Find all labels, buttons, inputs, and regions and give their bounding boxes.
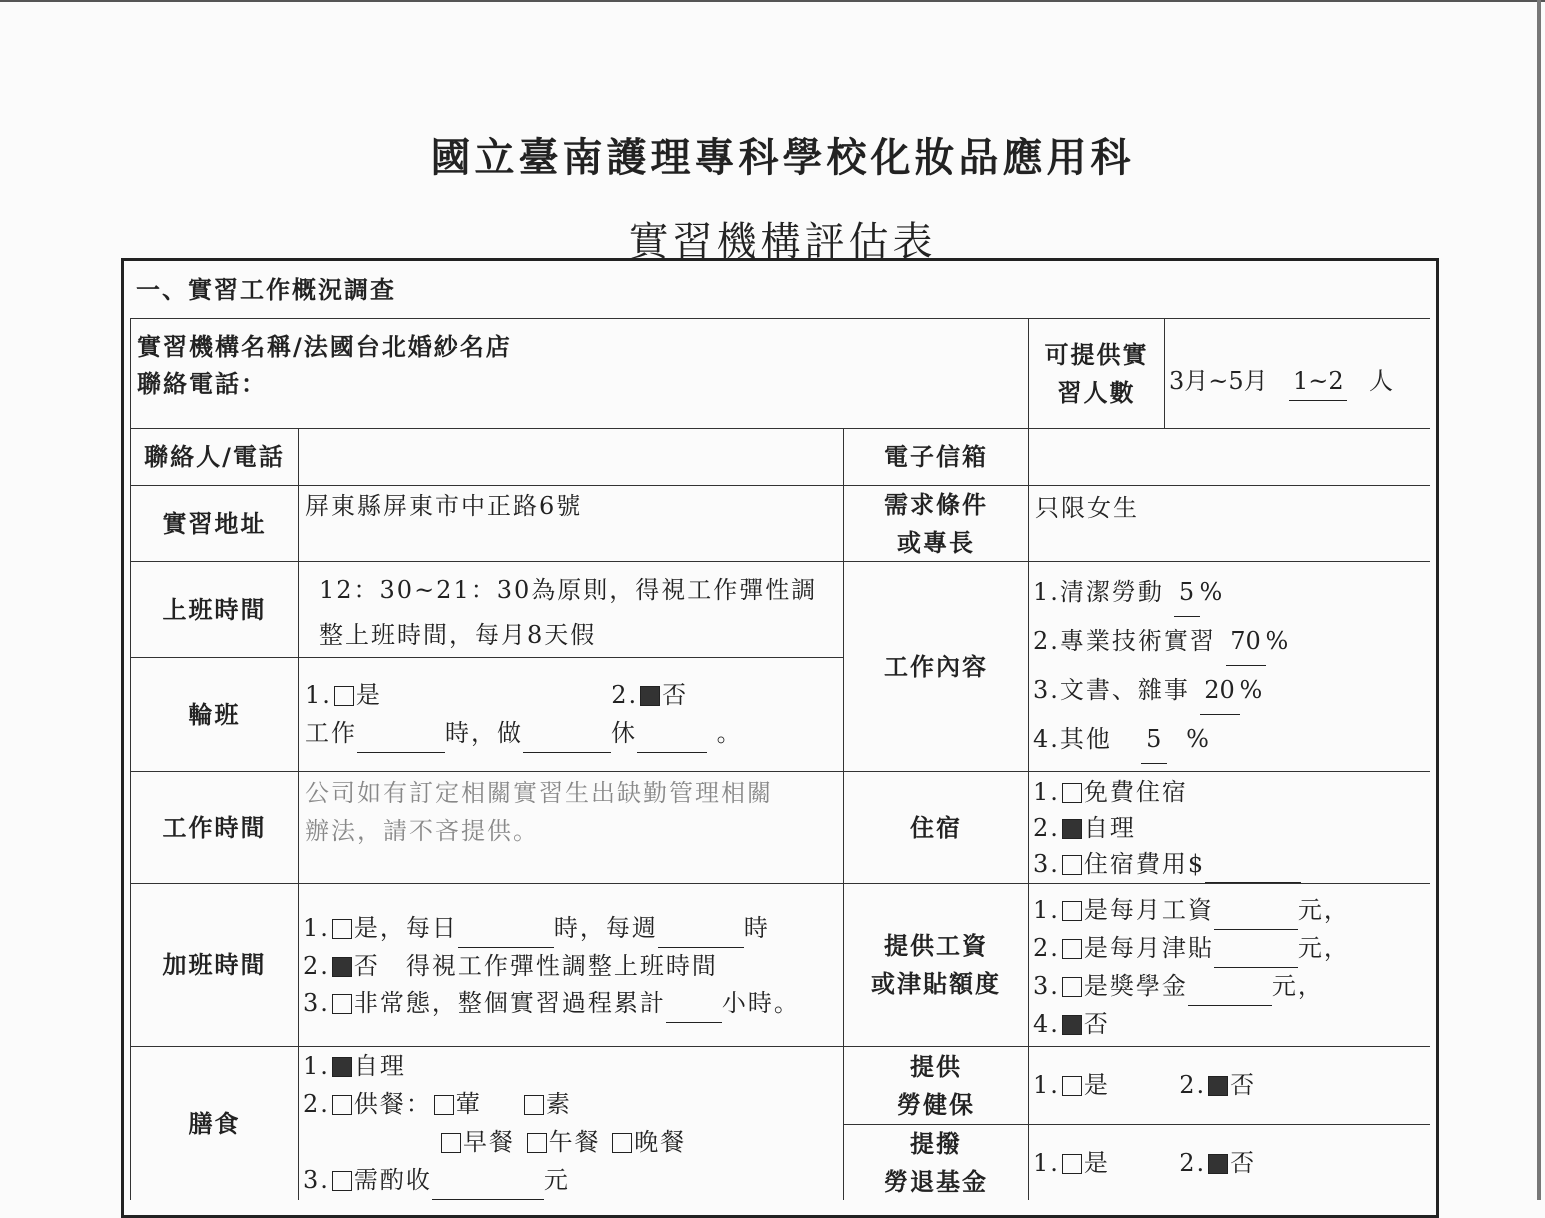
hours-label: 上班時間 (162, 595, 267, 624)
meals-dinner-text: 晚餐 (634, 1128, 687, 1156)
lodging-fee-checkbox[interactable] (1062, 855, 1082, 875)
salary-value-cell (1028, 883, 1430, 1046)
lodging-opt2-text: 自理 (1083, 814, 1136, 842)
capacity-label-1: 可提供實 (1044, 340, 1149, 369)
overtime-irregular-checkbox[interactable] (332, 994, 352, 1014)
lodging-self-checkbox[interactable] (1062, 819, 1082, 839)
overtime-daily-label: 是，每日 (353, 914, 458, 942)
salary-opt-1 (1033, 892, 1426, 930)
insurance-yes-checkbox[interactable] (1062, 1076, 1082, 1096)
shift-work-label: 工作 (305, 719, 357, 747)
meals-opt3-text: 需酌收 (353, 1166, 432, 1194)
work-item-2-label: 2.專業技術實習 (1033, 627, 1216, 655)
overtime-label: 加班時間 (162, 951, 267, 979)
overtime-opt2-num: 2. (303, 952, 330, 980)
salary-monthly-wage-checkbox[interactable] (1062, 901, 1082, 921)
capacity-label-2: 習人數 (1057, 378, 1136, 407)
capacity-period: 3月~5月 (1169, 367, 1268, 395)
overtime-opt1-num: 1. (303, 914, 330, 942)
overtime-opt3-unit: 小時。 (721, 989, 800, 1017)
address-label-cell (130, 485, 298, 561)
work-item-3-unit: % (1239, 676, 1265, 704)
salary-opt1-text: 是每月工資 (1083, 896, 1214, 924)
shift-value-cell (298, 657, 843, 771)
overtime-opt-1 (303, 910, 839, 948)
worktime-line-2: 辦法，請不吝提供。 (305, 817, 539, 845)
shift-opt1-text: 是 (355, 681, 382, 709)
lodging-opt-1 (1033, 774, 1426, 810)
email-label: 電子信箱 (884, 443, 988, 471)
pension-opt1-text: 是 (1083, 1149, 1110, 1177)
overtime-yes-checkbox[interactable] (332, 919, 352, 939)
worktime-line-1: 公司如有訂定相關實習生出缺勤管理相關 (305, 779, 773, 807)
meals-lunch-checkbox[interactable] (527, 1133, 547, 1153)
worktime-label-cell (130, 771, 298, 883)
overtime-label-cell (130, 883, 298, 1046)
meals-meat-text: 葷 (455, 1090, 482, 1118)
work-item-4-label: 4.其他 (1033, 725, 1112, 753)
salary-label-cell (843, 883, 1028, 1046)
work-item-3-value: 20 (1200, 666, 1240, 715)
insurance-value-cell (1028, 1046, 1430, 1124)
lodging-opt-2 (1033, 810, 1426, 846)
meals-opt1-text: 自理 (353, 1052, 406, 1080)
salary-scholarship-checkbox[interactable] (1062, 977, 1082, 997)
meals-meat-checkbox[interactable] (434, 1095, 454, 1115)
pension-opt2-text: 否 (1230, 1149, 1257, 1177)
overtime-opt-3 (303, 985, 839, 1023)
shift-period: 。 (716, 719, 743, 747)
work-content-value-cell (1028, 561, 1430, 771)
overtime-opt-2 (303, 948, 839, 985)
salary-opt4-num: 4. (1033, 1010, 1060, 1038)
lodging-opt2-num: 2. (1033, 814, 1060, 842)
work-content-label: 工作內容 (884, 652, 988, 681)
pension-opt1-num: 1. (1033, 1149, 1060, 1177)
meals-opt3-unit: 元 (543, 1166, 570, 1194)
contact-label: 聯絡人/電話 (144, 443, 285, 471)
shift-opt2-text: 否 (662, 681, 689, 709)
salary-opt-4 (1033, 1006, 1426, 1043)
address-value: 屏東縣屏東市中正路6號 (305, 492, 583, 520)
page-top-edge (0, 0, 1545, 2)
salary-opt-3 (1033, 968, 1426, 1006)
lodging-label: 住宿 (910, 813, 962, 842)
salary-opt2-unit: 元， (1297, 934, 1350, 962)
insurance-label-cell (843, 1046, 1028, 1124)
shift-no-checkbox[interactable] (640, 686, 660, 706)
pension-label-2: 勞退基金 (884, 1167, 988, 1196)
overtime-no-checkbox[interactable] (332, 957, 352, 977)
meals-opt1-num: 1. (303, 1052, 330, 1080)
pension-no-checkbox[interactable] (1208, 1154, 1228, 1174)
salary-opt3-unit: 元， (1271, 972, 1324, 1000)
meals-opt2-num: 2. (303, 1090, 330, 1118)
lodging-opt-3 (1033, 846, 1426, 883)
contact-label-cell (130, 428, 298, 485)
capacity-label-cell (1028, 318, 1164, 428)
org-name: 實習機構名稱/法國台北婚紗名店 (137, 333, 512, 361)
hours-line-1: 12：30~21：30為原則，得視工作彈性調 (319, 576, 818, 604)
org-info-cell (130, 318, 1028, 428)
meals-opt-2 (303, 1085, 839, 1123)
work-item-2 (1033, 617, 1426, 666)
email-label-cell (843, 428, 1028, 485)
overtime-weekly-label: 時，每週 (553, 914, 658, 942)
section-title: 一、實習工作概況調查 (136, 276, 396, 304)
work-item-4-unit: % (1186, 725, 1211, 753)
pension-label-cell (843, 1124, 1028, 1200)
pension-opt2-num: 2. (1179, 1149, 1207, 1177)
meals-opt-2-times (303, 1123, 839, 1161)
overtime-value-cell (298, 883, 843, 1046)
meals-opt2-text: 供餐： (353, 1090, 432, 1118)
capacity-unit: 人 (1368, 367, 1393, 395)
salary-no-checkbox[interactable] (1062, 1015, 1082, 1035)
meals-dinner-checkbox[interactable] (612, 1133, 632, 1153)
insurance-opt1-num: 1. (1033, 1071, 1060, 1099)
address-label: 實習地址 (162, 509, 267, 538)
pension-value-cell (1028, 1124, 1430, 1200)
meals-provided-checkbox[interactable] (332, 1095, 352, 1115)
lodging-label-cell (843, 771, 1028, 883)
meals-label-cell (130, 1046, 298, 1200)
salary-opt2-text: 是每月津貼 (1083, 934, 1214, 962)
work-content-label-cell (843, 561, 1028, 771)
shift-rest-label: 休 (611, 719, 637, 747)
salary-label-2: 或津貼額度 (871, 970, 1001, 998)
insurance-label-1: 提供 (910, 1052, 962, 1081)
work-item-4 (1033, 715, 1426, 764)
hours-label-cell (130, 561, 298, 657)
pension-yes-checkbox[interactable] (1062, 1154, 1082, 1174)
lodging-opt1-num: 1. (1033, 778, 1060, 806)
shift-label-cell (130, 657, 298, 771)
capacity-count: 1~2 (1289, 363, 1347, 401)
capacity-value-cell (1164, 318, 1430, 428)
email-value[interactable] (1028, 428, 1430, 485)
work-item-1-unit: % (1199, 578, 1225, 606)
shift-opt2-num: 2. (611, 681, 639, 709)
lodging-opt3-text: 住宿費用$ (1083, 850, 1206, 878)
meals-breakfast-checkbox[interactable] (441, 1133, 461, 1153)
meals-self-checkbox[interactable] (332, 1057, 352, 1077)
requirement-label-2: 或專長 (897, 528, 975, 557)
address-value-cell (298, 485, 843, 561)
salary-opt4-text: 否 (1083, 1010, 1110, 1038)
form-title: 實習機構評估表 (628, 219, 937, 265)
requirement-label-1: 需求條件 (884, 490, 988, 519)
salary-opt-2 (1033, 930, 1426, 968)
work-item-1-label: 1.清潔勞動 (1033, 578, 1164, 606)
lodging-opt1-text: 免費住宿 (1083, 778, 1188, 806)
overtime-hours-unit: 時 (743, 914, 770, 942)
lodging-free-checkbox[interactable] (1062, 783, 1082, 803)
work-item-2-unit: % (1265, 627, 1291, 655)
insurance-label-2: 勞健保 (897, 1090, 975, 1119)
meals-opt-3 (303, 1161, 839, 1200)
hours-value-cell (298, 561, 843, 657)
shift-hours-label: 時，做 (445, 719, 523, 747)
shift-schedule (305, 714, 837, 753)
salary-opt2-num: 2. (1033, 934, 1060, 962)
work-item-1-value: 5 (1174, 568, 1200, 617)
lodging-value-cell (1028, 771, 1430, 883)
work-item-2-value: 70 (1226, 617, 1266, 666)
overtime-opt3-text: 非常態，整個實習過程累計 (353, 989, 666, 1017)
meals-label: 膳食 (188, 1109, 241, 1138)
requirement-label-cell (843, 485, 1028, 561)
salary-opt3-text: 是獎學金 (1083, 972, 1188, 1000)
requirement-value-cell (1028, 485, 1430, 561)
work-item-3-label: 3.文書、雜事 (1033, 676, 1190, 704)
overtime-opt3-num: 3. (303, 989, 330, 1017)
overtime-opt2-text: 否 得視工作彈性調整上班時間 (353, 952, 718, 980)
work-item-3 (1033, 666, 1426, 715)
salary-opt3-num: 3. (1033, 972, 1060, 1000)
salary-opt1-num: 1. (1033, 896, 1060, 924)
meals-breakfast-text: 早餐 (463, 1128, 515, 1156)
meals-value-cell (298, 1046, 843, 1200)
section-header (130, 268, 1430, 318)
org-phone-label: 聯絡電話： (137, 370, 267, 398)
shift-label: 輪班 (188, 700, 241, 729)
shift-options (305, 676, 837, 714)
meals-fee-checkbox[interactable] (332, 1171, 352, 1191)
pension-label-1: 提撥 (910, 1129, 962, 1158)
salary-opt1-unit: 元， (1297, 896, 1350, 924)
meals-lunch-text: 午餐 (548, 1128, 601, 1156)
contact-value[interactable] (298, 428, 843, 485)
hours-line-2: 整上班時間，每月8天假 (319, 621, 597, 649)
meals-opt-1 (303, 1047, 839, 1085)
meals-veg-checkbox[interactable] (524, 1095, 544, 1115)
insurance-opt1-text: 是 (1083, 1071, 1110, 1099)
salary-allowance-checkbox[interactable] (1062, 939, 1082, 959)
salary-label-1: 提供工資 (884, 932, 988, 960)
insurance-opt2-num: 2. (1179, 1071, 1207, 1099)
work-item-1 (1033, 568, 1426, 617)
worktime-label: 工作時間 (162, 813, 267, 842)
school-title: 國立臺南護理專科學校化妝品應用科 (430, 135, 1135, 181)
worktime-value-cell (298, 771, 843, 883)
insurance-no-checkbox[interactable] (1208, 1076, 1228, 1096)
requirement-value: 只限女生 (1035, 494, 1139, 522)
shift-opt1-num: 1. (305, 681, 332, 709)
insurance-opt2-text: 否 (1230, 1071, 1257, 1099)
shift-yes-checkbox[interactable] (334, 686, 354, 706)
lodging-opt3-num: 3. (1033, 850, 1060, 878)
work-item-4-value: 5 (1141, 715, 1167, 764)
meals-veg-text: 素 (545, 1090, 572, 1118)
meals-opt3-num: 3. (303, 1166, 330, 1194)
